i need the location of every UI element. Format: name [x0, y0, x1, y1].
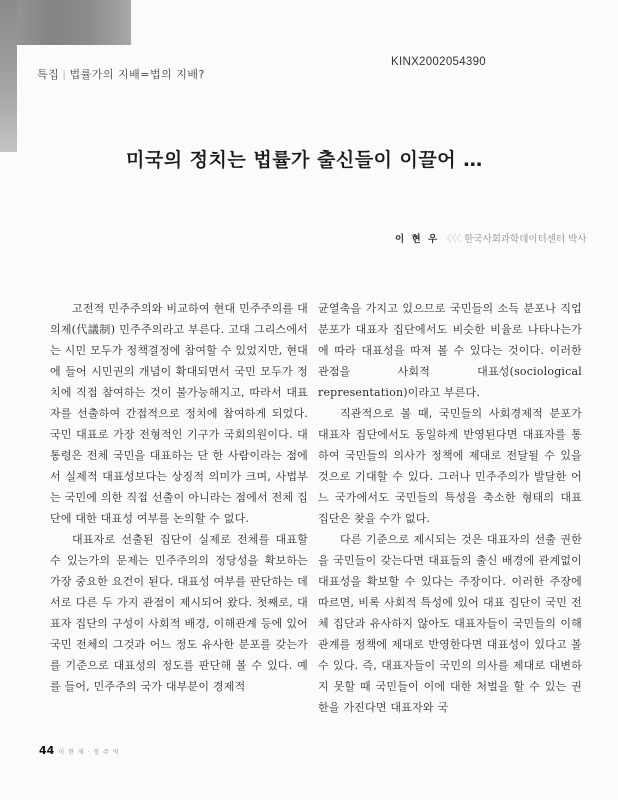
author-name: 이 현 우: [395, 234, 440, 245]
decorative-side-bar: [0, 0, 17, 152]
paragraph: 직관적으로 볼 때, 국민들의 사회경제적 분포가 대표자 집단에서도 동일하게 반영된다면 대표자를 통하여 국민들의 의사가 정책에 제대로 전달될 수 있을 것으로 기대할 수 있다. 그러나 민주주의가 발달한 어느 국가에서도 국민들의 특성을 축소한 형태의 대표 집단은 찾을 수가 없다.: [318, 407, 582, 525]
author-affiliation: 한국사회과학데이터센터 박사: [464, 234, 587, 245]
page-number: 44: [39, 744, 55, 757]
paragraph: 다른 기준으로 제시되는 것은 대표자의 선출 권한을 국민들이 갖는다면 대표들의 출신 배경에 관계없이 대표성을 확보할 수 있다는 주장이다. 이러한 주장에 따르면, 비록 사회적 특성에 있어 대표 집단이 국민 전체 집단과 유사하지 않아도 대표자들이 국민들의 이해관계를 정책에 제대로 반영한다면 대표성이 있다고 볼 수 있다. 즉, 대표자들이 국민의 의사를 제대로 대변하지 못할 때 국민들이 이에 대한 처벌을 할 수 있는 권한을 가진다면 대표자와 국: [318, 533, 582, 714]
text-column-left: [50, 298, 308, 697]
document-id: KINX2002054390: [391, 56, 486, 68]
decorative-header-bar: [0, 0, 131, 45]
article-title: 미국의 정치는 법률가 출신들이 이끌어 …: [126, 149, 483, 171]
paragraph: 고전적 민주주의와 비교하여 현대 민주주의를 대의제(代議制) 민주주의라고 부른다. 고대 그리스에서는 시민 모두가 정책결정에 참여할 수 있었지만, 현대에 들어 시민권의 개념이 확대되면서 국민 모두가 정치에 직접 참여하는 것이 불가능해지고, 따라서 대표자를 선출하여 간접적으로 정치에 참여하게 되었다. 국민 대표로 가장 전형적인 기구가 국회의원이다. 대통령은 전체 국민을 대표하는 단 한 사람이라는 점에서 실제적 대표성보다는 상징적 의미가 크며, 사법부는 국민에 의한 직접 선출이 아니라는 점에서 전체 집단에 대한 대표성 여부를 논의할 수 없다.: [50, 302, 308, 525]
section-label: 특집: [37, 68, 60, 81]
series-title: 법률가의 지배=법의 지배?: [69, 68, 205, 81]
page-footer: [39, 739, 119, 758]
section-kicker: [37, 66, 205, 82]
paragraph-continued: 균열축을 가지고 있으므로 국민들의 소득 분포나 직업 분포가 대표자 집단에서도 비슷한 비율로 나타나는가에 따라 대표성을 따져 볼 수 있다는 것이다. 이러한 관점을 사회적 대표성(sociological representation)이라고 부른다.: [318, 302, 582, 399]
text-column-right: [318, 298, 582, 718]
divider: |: [62, 68, 67, 81]
byline-marker: 〈〈〈: [442, 234, 462, 245]
paragraph: 대표자로 선출된 집단이 실제로 전체를 대표할 수 있는가의 문제는 민주주의의 정당성을 확보하는 가장 중요한 요건이 된다. 대표성 여부를 판단하는 데 서로 다른 두 가지 관점이 제시되어 왔다. 첫째로, 대표자 집단의 구성이 사회적 배경, 이해관계 등에 있어 국민 전체의 그것과 어느 정도 유사한 분포를 갖는가를 기준으로 대표성의 정도를 판단해 볼 수 있다. 예를 들어, 민주주의 국가 대부분이 경제적: [50, 533, 308, 693]
byline: [395, 231, 587, 245]
publication-name: 이 현 제 · 정 주 역: [58, 749, 120, 756]
